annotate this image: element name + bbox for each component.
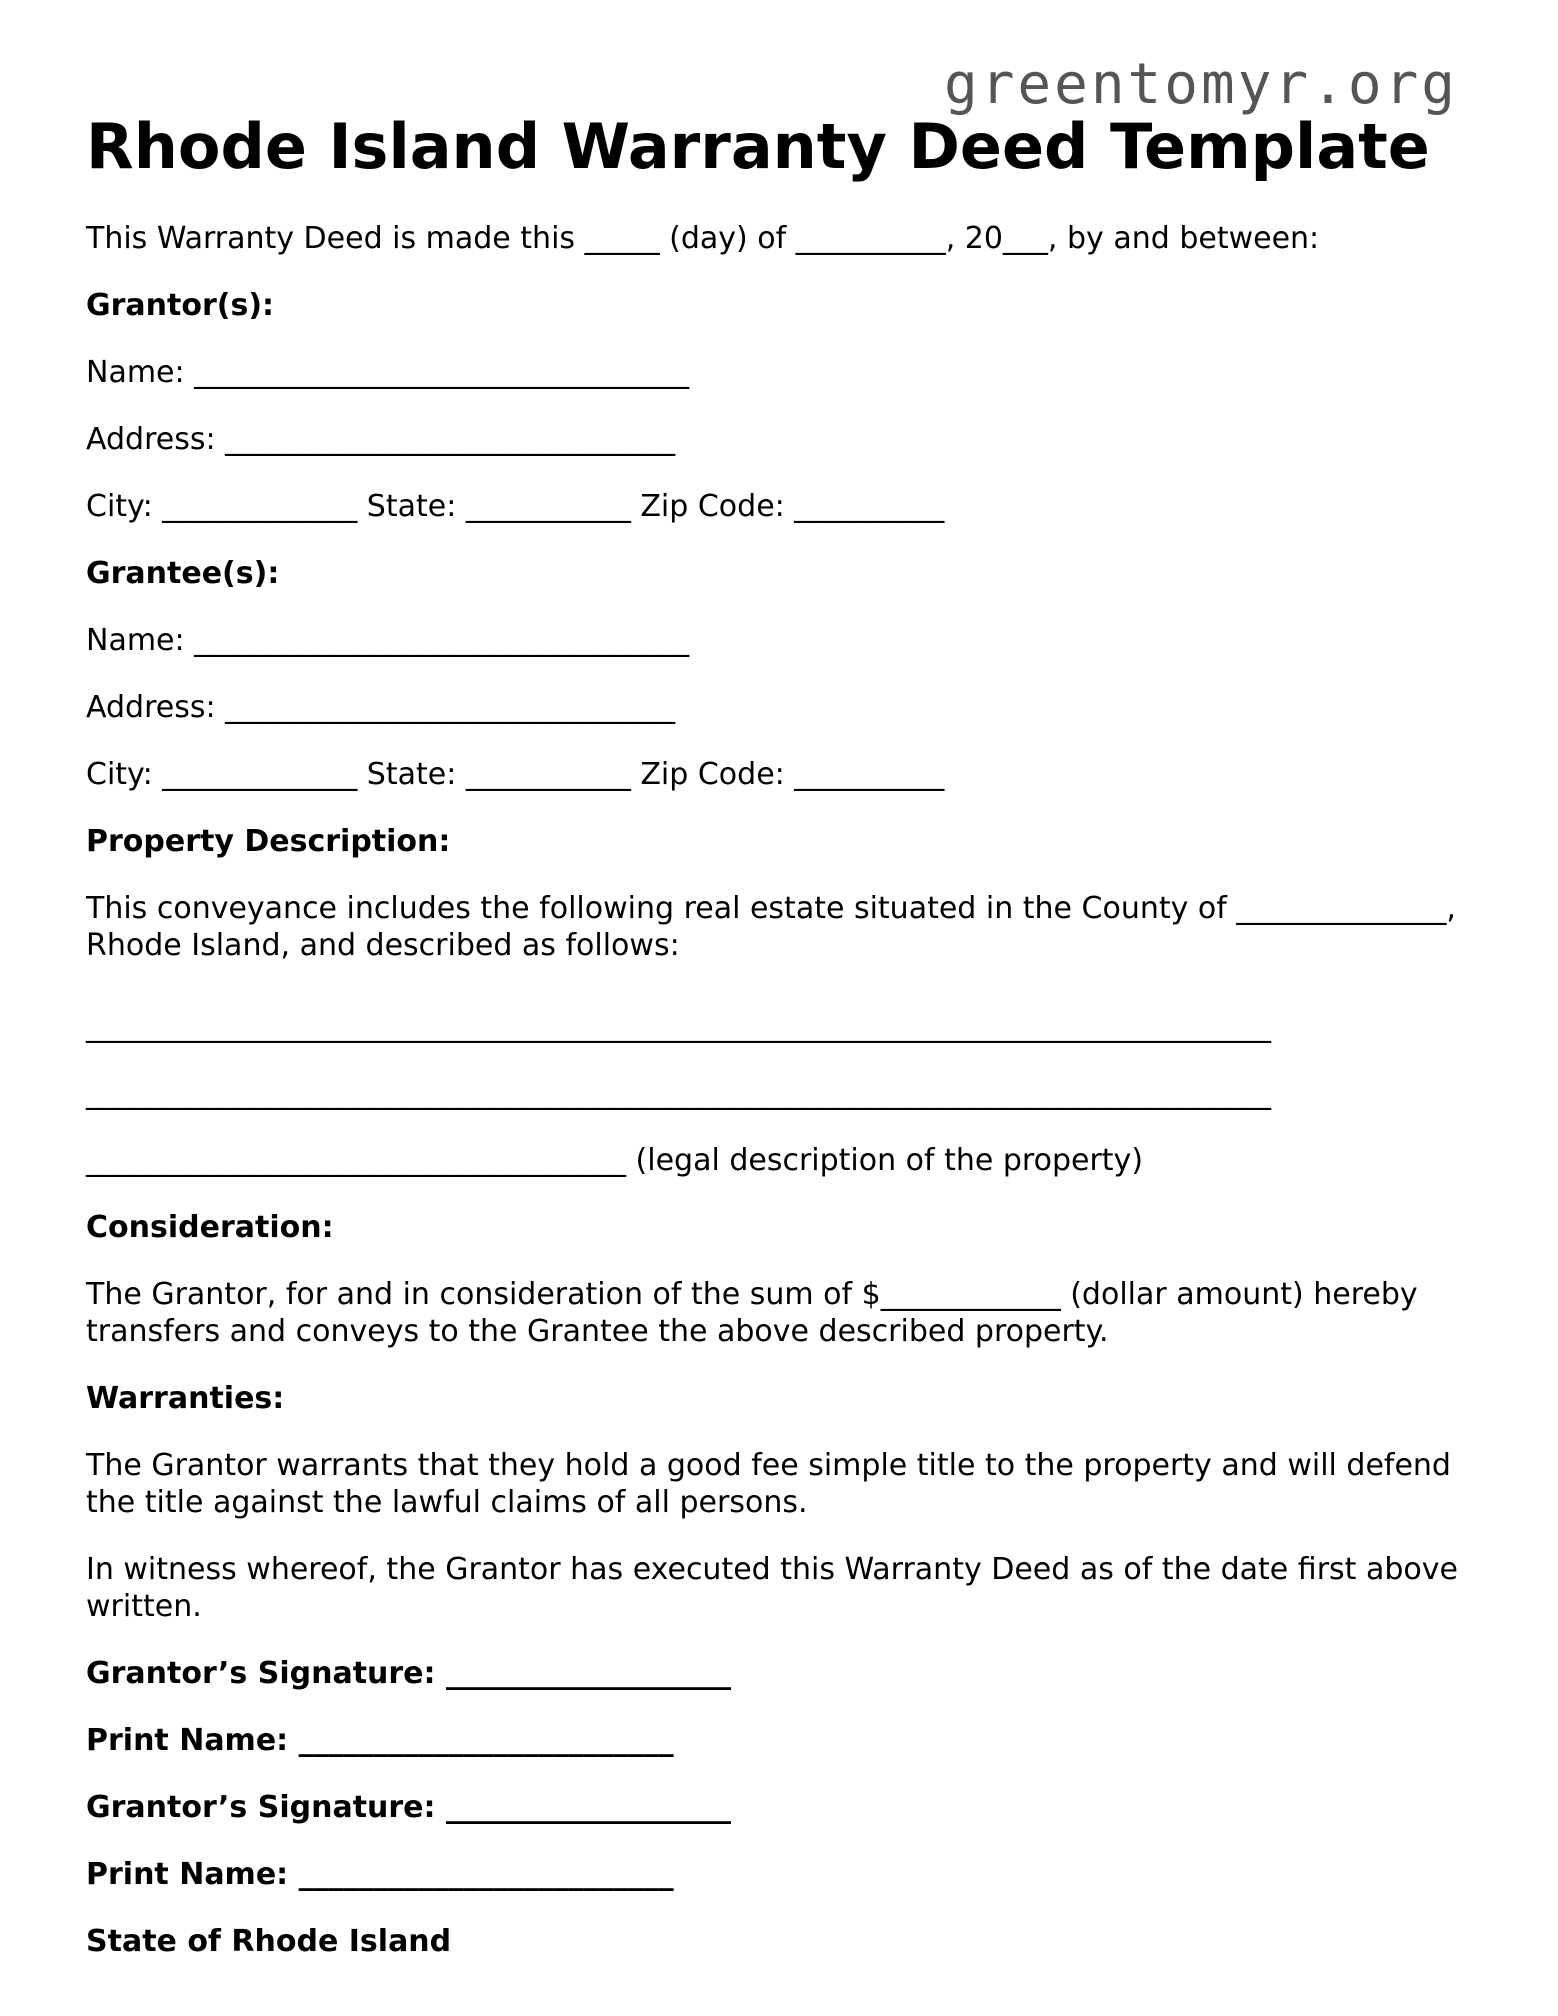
consideration-text: The Grantor, for and in consideration of the sum of $____________ (dollar amount) hereby transfers and conveys to the Grantee the above described property. [86, 1277, 1418, 1349]
warranties-heading: Warranties: [86, 1381, 285, 1416]
grantee-heading: Grantee(s): [86, 556, 280, 591]
property-heading: Property Description: [86, 824, 451, 859]
grantor-name-field: Name: _________________________________ [86, 355, 690, 390]
warranties-text: The Grantor warrants that they hold a good fee simple title to the property and will defend the title against the lawful claims of all persons. [86, 1448, 1451, 1520]
document-page [86, 108, 1476, 1990]
watermark: greentomyr.org [943, 52, 1458, 117]
grantor-heading: Grantor(s): [86, 288, 275, 323]
property-blank-line-3: ____________________________________ (legal description of the property) [86, 1143, 1144, 1178]
grantor-address-field: Address: ______________________________ [86, 422, 676, 457]
consideration-heading: Consideration: [86, 1210, 334, 1245]
grantor-signature-1: Grantor’s Signature: ___________________ [86, 1656, 731, 1691]
grantor-signature-2: Grantor’s Signature: ___________________ [86, 1790, 731, 1825]
print-name-1: Print Name: _________________________ [86, 1723, 674, 1758]
grantee-city-state-zip-field: City: _____________ State: ___________ Zip Code: __________ [86, 757, 945, 792]
intro-line: This Warranty Deed is made this _____ (day) of __________, 20___, by and between: [86, 221, 1320, 256]
witness-text: In witness whereof, the Grantor has executed this Warranty Deed as of the date first above written. [86, 1552, 1458, 1624]
property-text: This conveyance includes the following real estate situated in the County of ______________, Rhode Island, and described as follows: [86, 891, 1456, 963]
grantee-address-field: Address: ______________________________ [86, 690, 676, 725]
property-blank-line-2: _______________________________________________________________________________ [86, 1076, 1271, 1111]
grantee-name-field: Name: _________________________________ [86, 623, 690, 658]
print-name-2: Print Name: _________________________ [86, 1857, 674, 1892]
grantor-city-state-zip-field: City: _____________ State: ___________ Zip Code: __________ [86, 489, 945, 524]
property-blank-line-1: _______________________________________________________________________________ [86, 1009, 1271, 1044]
state-heading: State of Rhode Island [86, 1924, 452, 1959]
document-title: Rhode Island Warranty Deed Template [86, 110, 1430, 183]
